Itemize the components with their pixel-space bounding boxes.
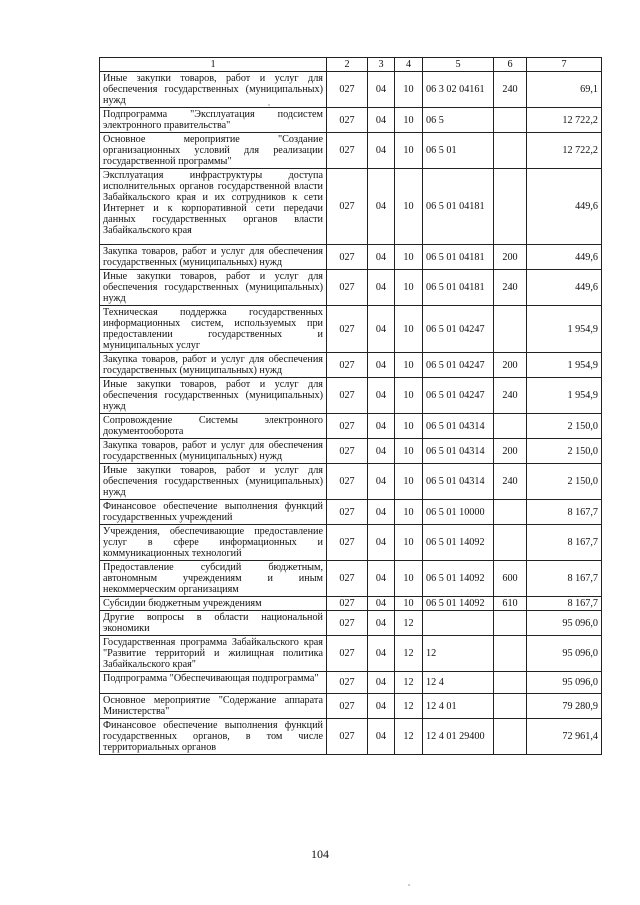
col4-value: 10: [395, 378, 423, 414]
col4-value: 10: [395, 439, 423, 464]
col5-code: 12: [423, 636, 494, 672]
col6-value: [494, 500, 527, 525]
table-row: [100, 636, 602, 672]
col5-code: 06 3 02 04161: [423, 72, 494, 108]
amount-value: 8 167,7: [527, 525, 602, 561]
amount-value: 1 954,9: [527, 353, 602, 378]
table-row: [100, 439, 602, 464]
column-header: 3: [368, 58, 395, 72]
col2-value: 027: [327, 306, 368, 353]
col4-value: 10: [395, 72, 423, 108]
col2-value: 027: [327, 694, 368, 719]
col6-value: [494, 611, 527, 636]
column-header: 6: [494, 58, 527, 72]
col5-code: 12 4 01 29400: [423, 719, 494, 755]
col4-value: 10: [395, 500, 423, 525]
row-description: Иные закупки товаров, работ и услуг для обеспечения государственных (муниципальных) нужд: [100, 270, 327, 306]
amount-value: 8 167,7: [527, 561, 602, 597]
col3-value: 04: [368, 306, 395, 353]
col3-value: 04: [368, 500, 395, 525]
col5-code: 06 5 01: [423, 133, 494, 169]
col2-value: 027: [327, 245, 368, 270]
col6-value: 610: [494, 597, 527, 611]
col4-value: 10: [395, 169, 423, 245]
row-description: Финансовое обеспечение выполнения функций государственных органов, в том числе территориальных органов: [100, 719, 327, 755]
row-description: Иные закупки товаров, работ и услуг для обеспечения государственных (муниципальных) нужд: [100, 378, 327, 414]
amount-value: 95 096,0: [527, 611, 602, 636]
amount-value: 12 722,2: [527, 108, 602, 133]
col4-value: 10: [395, 464, 423, 500]
col2-value: 027: [327, 378, 368, 414]
col5-code: 06 5 01 04247: [423, 353, 494, 378]
table-row: [100, 694, 602, 719]
col6-value: 200: [494, 353, 527, 378]
amount-value: 8 167,7: [527, 500, 602, 525]
col2-value: 027: [327, 611, 368, 636]
amount-value: 449,6: [527, 245, 602, 270]
col2-value: 027: [327, 636, 368, 672]
col3-value: 04: [368, 611, 395, 636]
col3-value: 04: [368, 378, 395, 414]
col5-code: 06 5 01 10000: [423, 500, 494, 525]
table-row: [100, 500, 602, 525]
amount-value: 2 150,0: [527, 439, 602, 464]
col4-value: 10: [395, 270, 423, 306]
col6-value: 200: [494, 439, 527, 464]
amount-value: 69,1: [527, 72, 602, 108]
col3-value: 04: [368, 561, 395, 597]
row-description: Закупка товаров, работ и услуг для обеспечения государственных (муниципальных) нужд: [100, 439, 327, 464]
table-row: [100, 133, 602, 169]
col6-value: 240: [494, 72, 527, 108]
col6-value: [494, 108, 527, 133]
col4-value: 10: [395, 108, 423, 133]
col3-value: 04: [368, 414, 395, 439]
col4-value: 12: [395, 694, 423, 719]
amount-value: 2 150,0: [527, 464, 602, 500]
col3-value: 04: [368, 597, 395, 611]
table-row: [100, 561, 602, 597]
col2-value: 027: [327, 597, 368, 611]
col2-value: 027: [327, 525, 368, 561]
amount-value: 95 096,0: [527, 672, 602, 694]
col5-code: 06 5 01 14092: [423, 597, 494, 611]
col4-value: 12: [395, 719, 423, 755]
col3-value: 04: [368, 108, 395, 133]
amount-value: 2 150,0: [527, 414, 602, 439]
col6-value: 200: [494, 245, 527, 270]
col2-value: 027: [327, 108, 368, 133]
table-row: [100, 611, 602, 636]
amount-value: 449,6: [527, 169, 602, 245]
col5-code: 06 5 01 04247: [423, 306, 494, 353]
table-row: [100, 108, 602, 133]
table-row: [100, 414, 602, 439]
column-header: 1: [100, 58, 327, 72]
col6-value: [494, 672, 527, 694]
row-description: Предоставление субсидий бюджетным, автономным учреждениям и иным некоммерческим организациям: [100, 561, 327, 597]
col5-code: 06 5 01 04314: [423, 439, 494, 464]
col4-value: 10: [395, 353, 423, 378]
page-number: 104: [311, 847, 329, 861]
col4-value: 10: [395, 561, 423, 597]
col5-code: 06 5 01 04181: [423, 245, 494, 270]
row-description: Основное мероприятие "Создание организационных условий для реализации государственной программы": [100, 133, 327, 169]
col4-value: 12: [395, 636, 423, 672]
col5-code: 06 5 01 14092: [423, 561, 494, 597]
table-row: [100, 270, 602, 306]
col6-value: [494, 719, 527, 755]
col3-value: 04: [368, 133, 395, 169]
col4-value: 12: [395, 672, 423, 694]
col6-value: 240: [494, 378, 527, 414]
col4-value: 10: [395, 245, 423, 270]
row-description: Учреждения, обеспечивающие предоставление услуг в сфере информационных и коммуникационных технологий: [100, 525, 327, 561]
col5-code: 06 5 01 04181: [423, 270, 494, 306]
table-row: [100, 719, 602, 755]
table-row: [100, 378, 602, 414]
col5-code: 06 5 01 04181: [423, 169, 494, 245]
col5-code: 06 5 01 04247: [423, 378, 494, 414]
table-row: [100, 525, 602, 561]
row-description: Государственная программа Забайкальского края "Развитие территорий и жилищная политика Забайкальского края": [100, 636, 327, 672]
table-row: [100, 597, 602, 611]
row-description: Финансовое обеспечение выполнения функций государственных учреждений: [100, 500, 327, 525]
col3-value: 04: [368, 245, 395, 270]
table-row: [100, 353, 602, 378]
col2-value: 027: [327, 439, 368, 464]
col3-value: 04: [368, 169, 395, 245]
col3-value: 04: [368, 672, 395, 694]
col4-value: 10: [395, 414, 423, 439]
col5-code: 06 5 01 14092: [423, 525, 494, 561]
col3-value: 04: [368, 719, 395, 755]
col6-value: [494, 169, 527, 245]
col5-code: 06 5 01 04314: [423, 464, 494, 500]
amount-value: 72 961,4: [527, 719, 602, 755]
col2-value: 027: [327, 500, 368, 525]
budget-table: [99, 57, 602, 755]
col2-value: 027: [327, 72, 368, 108]
col6-value: 240: [494, 464, 527, 500]
column-header: 7: [527, 58, 602, 72]
col3-value: 04: [368, 270, 395, 306]
col6-value: [494, 694, 527, 719]
scan-speck: [408, 884, 410, 886]
row-description: Сопровождение Системы электронного документооборота: [100, 414, 327, 439]
col5-code: 06 5 01 04314: [423, 414, 494, 439]
col3-value: 04: [368, 72, 395, 108]
col5-code: [423, 611, 494, 636]
row-description: Иные закупки товаров, работ и услуг для обеспечения государственных (муниципальных) нужд: [100, 464, 327, 500]
column-header: 2: [327, 58, 368, 72]
row-description: Подпрограмма "Эксплуатация подсистем электронного правительства": [100, 108, 327, 133]
col5-code: 12 4 01: [423, 694, 494, 719]
column-header: 4: [395, 58, 423, 72]
col4-value: 10: [395, 597, 423, 611]
col3-value: 04: [368, 353, 395, 378]
table-row: [100, 169, 602, 245]
amount-value: 8 167,7: [527, 597, 602, 611]
col5-code: 12 4: [423, 672, 494, 694]
amount-value: 12 722,2: [527, 133, 602, 169]
col3-value: 04: [368, 439, 395, 464]
table-row: [100, 672, 602, 694]
col6-value: 240: [494, 270, 527, 306]
col2-value: 027: [327, 672, 368, 694]
amount-value: 449,6: [527, 270, 602, 306]
row-description: Техническая поддержка государственных информационных систем, используемых при предоставлении государственных и муниципальных услуг: [100, 306, 327, 353]
col6-value: [494, 306, 527, 353]
col4-value: 12: [395, 611, 423, 636]
column-header: 5: [423, 58, 494, 72]
col2-value: 027: [327, 133, 368, 169]
col4-value: 10: [395, 525, 423, 561]
row-description: Закупка товаров, работ и услуг для обеспечения государственных (муниципальных) нужд: [100, 353, 327, 378]
row-description: Эксплуатация инфраструктуры доступа исполнительных органов государственной власти Забайкальского края и их сотрудников к сети Интернет и к корпоративной сети передачи данных государственных органов власти Забайкальского края: [100, 169, 327, 245]
col4-value: 10: [395, 306, 423, 353]
table-row: [100, 72, 602, 108]
col2-value: 027: [327, 561, 368, 597]
amount-value: 79 280,9: [527, 694, 602, 719]
col6-value: 600: [494, 561, 527, 597]
row-description: Другие вопросы в области национальной экономики: [100, 611, 327, 636]
row-description: Субсидии бюджетным учреждениям: [100, 597, 327, 611]
col2-value: 027: [327, 719, 368, 755]
col3-value: 04: [368, 464, 395, 500]
row-description: Закупка товаров, работ и услуг для обеспечения государственных (муниципальных) нужд: [100, 245, 327, 270]
col3-value: 04: [368, 525, 395, 561]
row-description: Иные закупки товаров, работ и услуг для обеспечения государственных (муниципальных) нужд: [100, 72, 327, 108]
col6-value: [494, 133, 527, 169]
table-row: [100, 306, 602, 353]
col2-value: 027: [327, 464, 368, 500]
table-row: [100, 245, 602, 270]
col3-value: 04: [368, 694, 395, 719]
col6-value: [494, 414, 527, 439]
table-row: [100, 464, 602, 500]
col2-value: 027: [327, 169, 368, 245]
table-header-row: [100, 58, 602, 72]
col5-code: 06 5: [423, 108, 494, 133]
col6-value: [494, 636, 527, 672]
amount-value: 95 096,0: [527, 636, 602, 672]
col3-value: 04: [368, 636, 395, 672]
row-description: Основное мероприятие "Содержание аппарата Министерства": [100, 694, 327, 719]
col6-value: [494, 525, 527, 561]
col2-value: 027: [327, 270, 368, 306]
scan-speck: [268, 104, 270, 106]
col2-value: 027: [327, 414, 368, 439]
col4-value: 10: [395, 133, 423, 169]
amount-value: 1 954,9: [527, 306, 602, 353]
amount-value: 1 954,9: [527, 378, 602, 414]
col2-value: 027: [327, 353, 368, 378]
row-description: Подпрограмма "Обеспечивающая подпрограмма": [100, 672, 327, 694]
